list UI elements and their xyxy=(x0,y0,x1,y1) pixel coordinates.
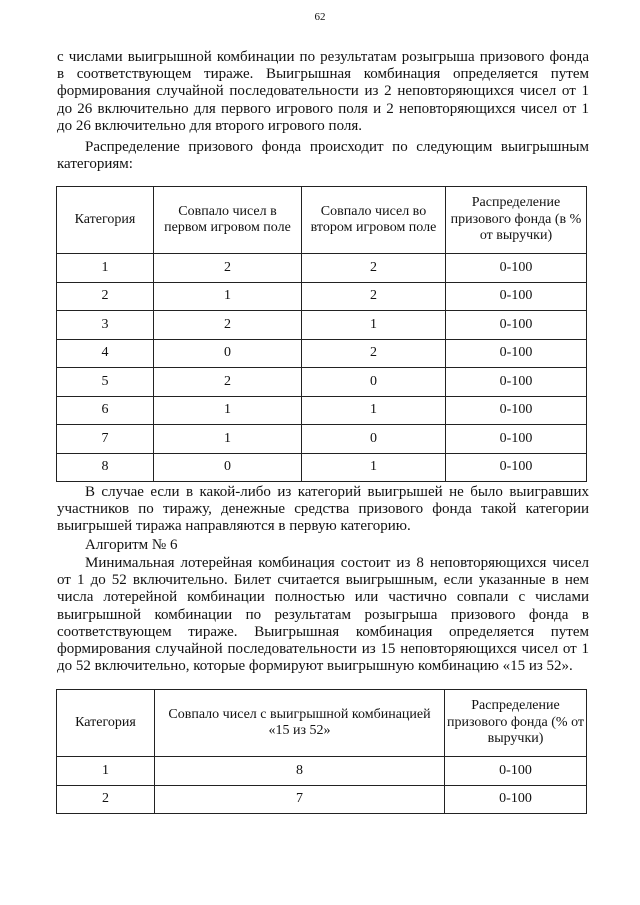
cell-distribution: 0-100 xyxy=(446,282,587,311)
cell-distribution: 0-100 xyxy=(446,396,587,425)
cell-distribution: 0-100 xyxy=(446,453,587,482)
no-winners-paragraph: В случае если в какой-либо из категорий выигрышей не было выигравших участников по тиражу, денежные средства призового фонда такой категории выигрышей тиража направляются в первую категорию. xyxy=(57,484,589,535)
cell-second-field: 2 xyxy=(302,339,446,368)
table-header-row xyxy=(57,187,587,254)
cell-second-field: 2 xyxy=(302,282,446,311)
table-row xyxy=(57,785,587,814)
cell-first-field: 1 xyxy=(154,282,302,311)
intro-paragraph: с числами выигрышной комбинации по результатам розыгрыша призового фонда в соответствующем тираже. Выигрышная комбинация определяется путем формирования случайной последовательности из 2 неповторяющихся чисел от 1 до 26 включительно для первого игрового поля и 2 неповторяющихся чисел от 1 до 26 включительно для второго игрового поля. xyxy=(57,49,589,134)
prize-table-2 xyxy=(56,689,587,814)
table-row xyxy=(57,757,587,786)
table-row xyxy=(57,396,587,425)
cell-first-field: 1 xyxy=(154,425,302,454)
cell-distribution: 0-100 xyxy=(446,368,587,397)
header-distribution: Распределение призового фонда (в % от выручки) xyxy=(446,187,587,254)
header-category: Категория xyxy=(57,187,154,254)
cell-distribution: 0-100 xyxy=(445,757,587,786)
distribution-paragraph: Распределение призового фонда происходит по следующим выигрышным категориям: xyxy=(57,139,589,173)
table-row xyxy=(57,425,587,454)
cell-category: 7 xyxy=(57,425,154,454)
cell-distribution: 0-100 xyxy=(445,785,587,814)
page-number: 62 xyxy=(314,11,326,23)
cell-matched-numbers: 7 xyxy=(155,785,445,814)
cell-category: 2 xyxy=(57,282,154,311)
table-row xyxy=(57,282,587,311)
cell-category: 6 xyxy=(57,396,154,425)
cell-second-field: 0 xyxy=(302,368,446,397)
cell-distribution: 0-100 xyxy=(446,425,587,454)
table-row xyxy=(57,453,587,482)
cell-second-field: 2 xyxy=(302,254,446,283)
table-header-row xyxy=(57,690,587,757)
table-row xyxy=(57,339,587,368)
cell-second-field: 0 xyxy=(302,425,446,454)
cell-second-field: 1 xyxy=(302,311,446,340)
algorithm-paragraph: Минимальная лотерейная комбинация состоит из 8 неповторяющихся чисел от 1 до 52 включительно. Билет считается выигрышным, если указанные в нем числа лотерейной комбинации полностью или частично совпали с числами выигрышной комбинации по результатам розыгрыша призового фонда в соответствующем тираже. Выигрышная комбинация определяется путем формирования случайной последовательности из 15 неповторяющихся чисел от 1 до 52 включительно, которые формируют выигрышную комбинацию «15 из 52». xyxy=(57,555,589,675)
table-row xyxy=(57,311,587,340)
prize-table-1 xyxy=(56,186,587,482)
algorithm-heading: Алгоритм № 6 xyxy=(85,537,178,553)
cell-category: 1 xyxy=(57,757,155,786)
table-row xyxy=(57,254,587,283)
cell-first-field: 0 xyxy=(154,453,302,482)
cell-first-field: 1 xyxy=(154,396,302,425)
cell-category: 4 xyxy=(57,339,154,368)
table-row xyxy=(57,368,587,397)
cell-matched-numbers: 8 xyxy=(155,757,445,786)
cell-category: 2 xyxy=(57,785,155,814)
cell-first-field: 2 xyxy=(154,368,302,397)
header-first-field: Совпало чисел в первом игровом поле xyxy=(154,187,302,254)
cell-second-field: 1 xyxy=(302,453,446,482)
header-distribution: Распределение призового фонда (% от выручки) xyxy=(445,690,587,757)
cell-category: 3 xyxy=(57,311,154,340)
cell-category: 5 xyxy=(57,368,154,397)
cell-category: 8 xyxy=(57,453,154,482)
header-category: Категория xyxy=(57,690,155,757)
cell-category: 1 xyxy=(57,254,154,283)
header-matched-numbers: Совпало чисел с выигрышной комбинацией «15 из 52» xyxy=(155,690,445,757)
cell-distribution: 0-100 xyxy=(446,254,587,283)
cell-first-field: 0 xyxy=(154,339,302,368)
cell-distribution: 0-100 xyxy=(446,311,587,340)
header-second-field: Совпало чисел во втором игровом поле xyxy=(302,187,446,254)
cell-distribution: 0-100 xyxy=(446,339,587,368)
cell-second-field: 1 xyxy=(302,396,446,425)
cell-first-field: 2 xyxy=(154,254,302,283)
cell-first-field: 2 xyxy=(154,311,302,340)
